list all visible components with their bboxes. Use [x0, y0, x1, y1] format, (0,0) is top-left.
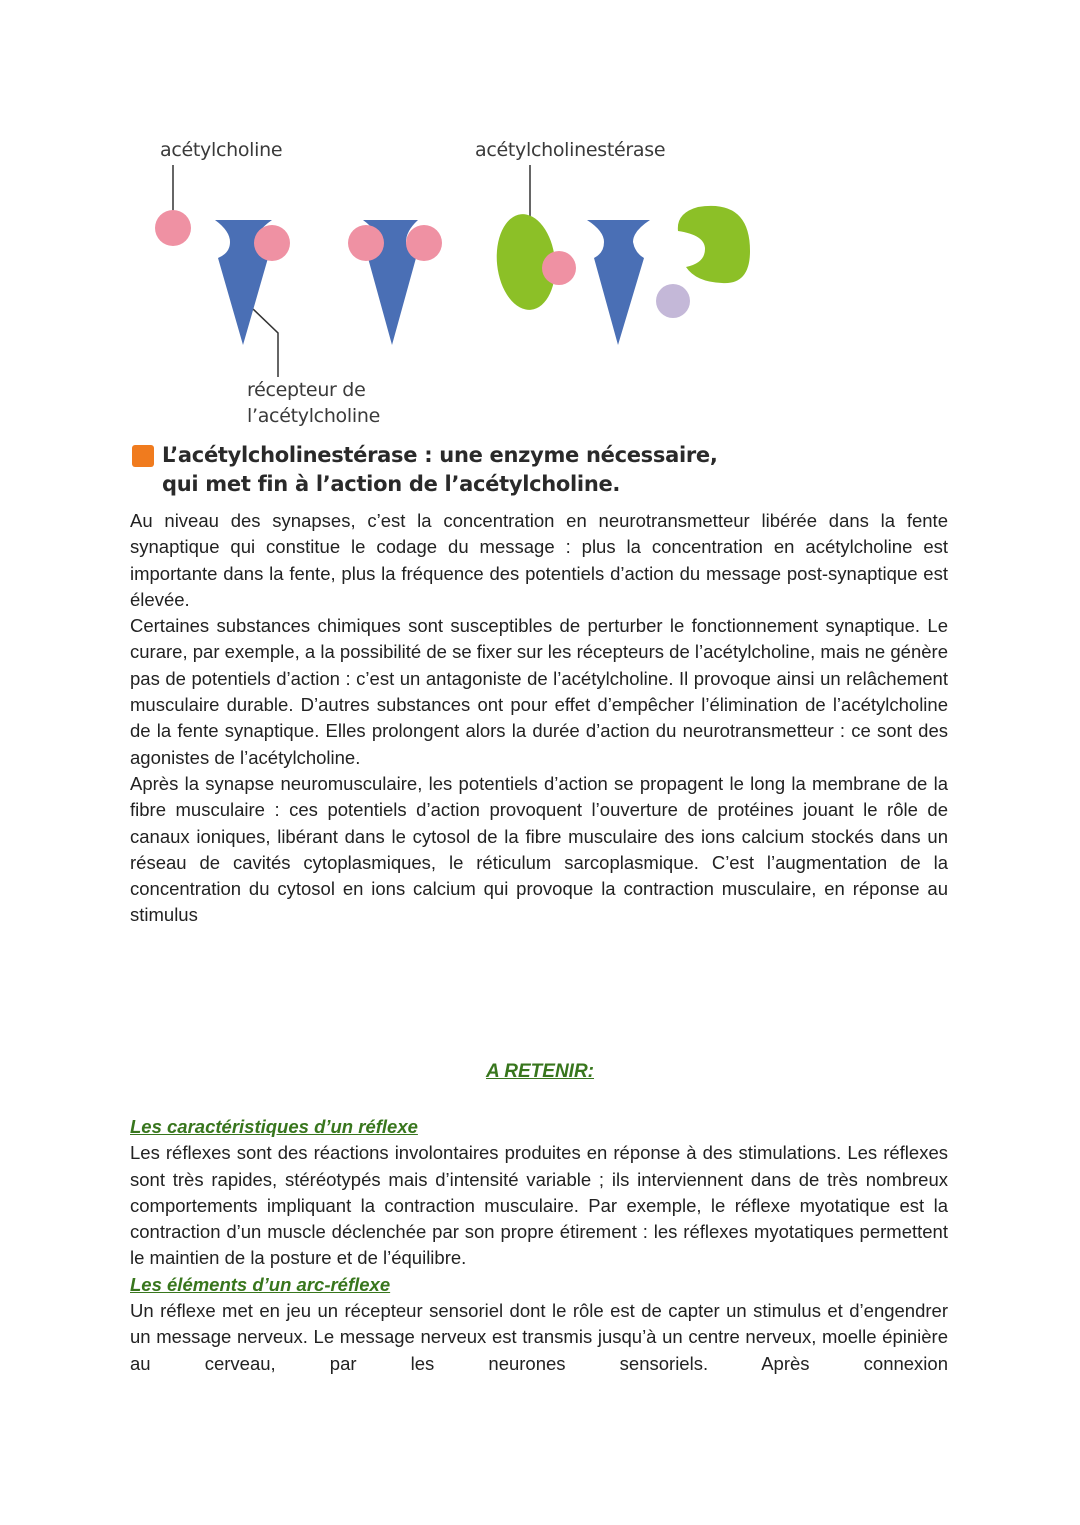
- bound-acetylcholine-2a: [348, 225, 384, 261]
- section1-title: Les caractéristiques d’un réflexe: [130, 1116, 418, 1137]
- receptor-label-line2: l’acétylcholine: [247, 405, 380, 427]
- acetylcholine-receptor-3: [587, 220, 650, 345]
- caption-marker-icon: [132, 445, 154, 467]
- acetylcholinesterase-enzyme-2: [678, 206, 750, 283]
- section2-text: Un réflexe met en jeu un récepteur sensoriel dont le rôle est de capter un stimulus et d’engendrer un message nerveux. Le message nerveux est transmis jusqu’à un centre nerveux, moelle épinière au cerveau, par les neurones sensoriels. Après connexion: [130, 1300, 948, 1374]
- acetylcholine-on-enzyme: [542, 251, 576, 285]
- retenir-title: A RETENIR:: [485, 1061, 595, 1082]
- paragraph-1: Au niveau des synapses, c’est la concentration en neurotransmetteur libérée dans la fente synaptique qui constitue le codage du message : plus la concentration en acétylcholine est importante dans la fente, plus la fréquence des potentiels d’action du message post-synaptique est élevée.: [130, 510, 948, 610]
- section2-title: Les éléments d’un arc-réflexe: [130, 1273, 391, 1295]
- degraded-acetylcholine: [656, 284, 690, 318]
- caption-line2: qui met fin à l’action de l’acétylcholine.: [162, 472, 621, 496]
- free-acetylcholine-molecule: [155, 210, 191, 246]
- acetylcholinesterase-label: acétylcholinestérase: [475, 139, 666, 161]
- caption-line1: L’acétylcholinestérase : une enzyme nécessaire,: [162, 443, 718, 467]
- paragraph-3: Après la synapse neuromusculaire, les potentiels d’action se propagent le long la membrane de la fibre musculaire : ces potentiels d’action provoquent l’ouverture de protéines jouant le rôle de canaux ioniques, libérant dans le cytosol de la fibre musculaire des ions calcium stockés dans un réseau de cavités cytoplasmiques, le réticulum sarcoplasmique. C’est l’augmentation de la concentration du cytosol en ions calcium qui provoque la contraction musculaire, en réponse au stimulus: [130, 772, 948, 926]
- synapse-diagram: [120, 125, 780, 435]
- acetylcholinesterase-figure: [120, 125, 780, 435]
- paragraph-2: Certaines substances chimiques sont susceptibles de perturber le fonctionnement synaptique. Le curare, par exemple, a la possibilité de se fixer sur les récepteurs de l’acétylcholine, mais ne génère pas de potentiels d’action : c’est un antagoniste de l’acétylcholine. Il provoque ainsi un relâchement musculaire durable. D’autres substances ont pour effet d’empêcher l’élimination de l’acétylcholine de la fente synaptique. Elles prolongent alors la durée d’action du neurotransmetteur : ce sont des agonistes de l’acétylcholine.: [130, 615, 948, 768]
- bound-acetylcholine-1: [254, 225, 290, 261]
- acetylcholine-label: acétylcholine: [160, 139, 283, 161]
- receptor-leader-line: [253, 309, 278, 377]
- figure-caption: [132, 441, 752, 499]
- section1-text: Les réflexes sont des réactions involontaires produites en réponse à des stimulations. Les réflexes sont très rapides, stéréotypés mais d’intensité variable ; ils interviennent dans de très nombreux comportements impliquant la contraction musculaire. Par exemple, le réflexe myotatique est la contraction d’un muscle déclenchée par son propre étirement : les réflexes myotatiques permettent le maintien de la posture et de l’équilibre.: [130, 1142, 948, 1269]
- retenir-section: [130, 1114, 948, 1377]
- bound-acetylcholine-2b: [406, 225, 442, 261]
- body-text: [130, 508, 948, 929]
- receptor-label-line1: récepteur de: [247, 379, 366, 401]
